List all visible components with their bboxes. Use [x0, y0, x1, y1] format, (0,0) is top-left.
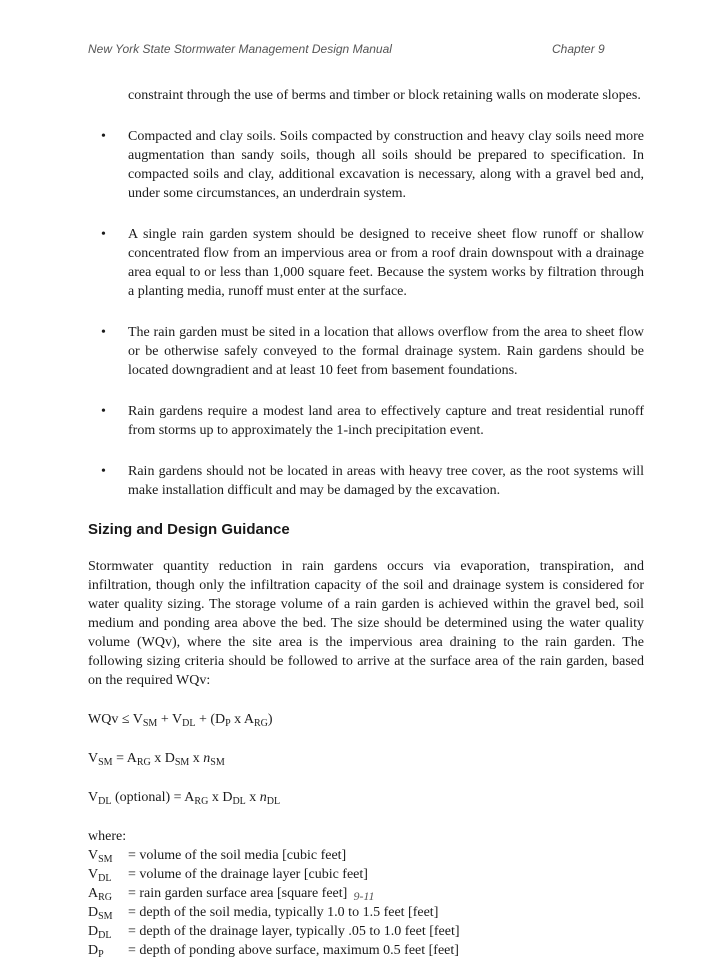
definition-symbol: $A_{RG}$ [88, 886, 113, 903]
bullet-text: The rain garden must be sited in a location that allows overflow from the area to sheet flow or be otherwise safely conveyed to the formal drainage system. Rain gardens should be located downgradient and at least 10 feet from basement foundations. [128, 325, 644, 378]
chapter-label: Chapter 9 [552, 42, 605, 56]
section-heading: Sizing and Design Guidance [88, 521, 290, 538]
bullet-text: Compacted and clay soils. Soils compacted by construction and heavy clay soils need more augmentation than sandy soils, though all soils should be prepared to specification. In compacted soils and clay, additional excavation is necessary, along with a gravel bed and, under some circumstances, an underdrain system. [128, 129, 644, 201]
page-content [88, 86, 644, 960]
definition-text: = volume of the soil media [cubic feet] [128, 848, 347, 863]
list-item [88, 323, 644, 380]
definition-text: = volume of the drainage layer [cubic feet] [128, 867, 368, 882]
bullet-list [88, 127, 644, 500]
definition-text: = depth of the drainage layer, typically .05 to 1.0 feet [feet] [128, 924, 460, 939]
equation-vdl: $V_{DL}$ (optional) = $A_{RG}$ x $D_{DL}$ x $n_{DL}$ [88, 790, 281, 807]
definition-symbol: $D_{DL}$ [88, 924, 112, 941]
bullet-marker: • [101, 325, 106, 340]
bullet-text: Rain gardens should not be located in areas with heavy tree cover, as the root systems will make installation difficult and may be damaged by the excavation. [128, 464, 644, 498]
bullet-marker: • [101, 227, 106, 242]
definition-text: = rain garden surface area [square feet] [128, 886, 348, 901]
where-label: where: [88, 829, 127, 844]
continuation-text: constraint through the use of berms and timber or block retaining walls on moderate slopes. [128, 88, 641, 103]
manual-title: New York State Stormwater Management Design Manual [88, 42, 392, 56]
table-row [88, 903, 460, 922]
definition-symbol: $V_{SM}$ [88, 848, 113, 865]
bullet-text: A single rain garden system should be designed to receive sheet flow runoff or shallow concentrated flow from an impervious area or from a roof drain downspout with a drainage area equal to or less than 1,000 square feet. Because the system works by filtration through a planting media, runoff must enter at the surface. [128, 227, 644, 299]
bullet-marker: • [101, 129, 106, 144]
equation-wqv: WQv ≤ $V_{SM} + V_{DL} + (D_P$ x $A_{RG}$) [88, 712, 273, 729]
definition-symbol: $V_{DL}$ [88, 867, 112, 884]
table-row [88, 941, 460, 960]
definition-text: = depth of ponding above surface, maximum 0.5 feet [feet] [128, 943, 459, 958]
bullet-marker: • [101, 464, 106, 479]
equation-vsm: $V_{SM} = A_{RG}$ x $D_{SM}$ x $n_{SM}$ [88, 751, 225, 768]
list-item [88, 462, 644, 500]
bullet-marker: • [101, 404, 106, 419]
body-paragraph: Stormwater quantity reduction in rain gardens occurs via evaporation, transpiration, and infiltration, though only the infiltration capacity of the soil and drainage system is considered for water quality sizing. The storage volume of a rain garden is achieved within the gravel bed, soil medium and ponding area above the bed. The size should be determined using the water quality volume (WQv), where the site area is the impervious area draining to the rain garden. The following sizing criteria should be followed to arrive at the surface area of the rain garden, based on the required WQv: [88, 559, 644, 688]
definition-symbol: $D_P$ [88, 943, 104, 960]
table-row [88, 865, 460, 884]
table-row [88, 846, 460, 865]
page-number: 9-11 [353, 889, 375, 903]
bullet-text: Rain gardens require a modest land area to effectively capture and treat residential runoff from storms up to approximately the 1-inch precipitation event. [128, 404, 644, 438]
list-item [88, 225, 644, 301]
list-item [88, 127, 644, 203]
table-row [88, 922, 460, 941]
definition-symbol: $D_{SM}$ [88, 905, 113, 922]
definition-text: = depth of the soil media, typically 1.0 to 1.5 feet [feet] [128, 905, 439, 920]
list-item [88, 402, 644, 440]
